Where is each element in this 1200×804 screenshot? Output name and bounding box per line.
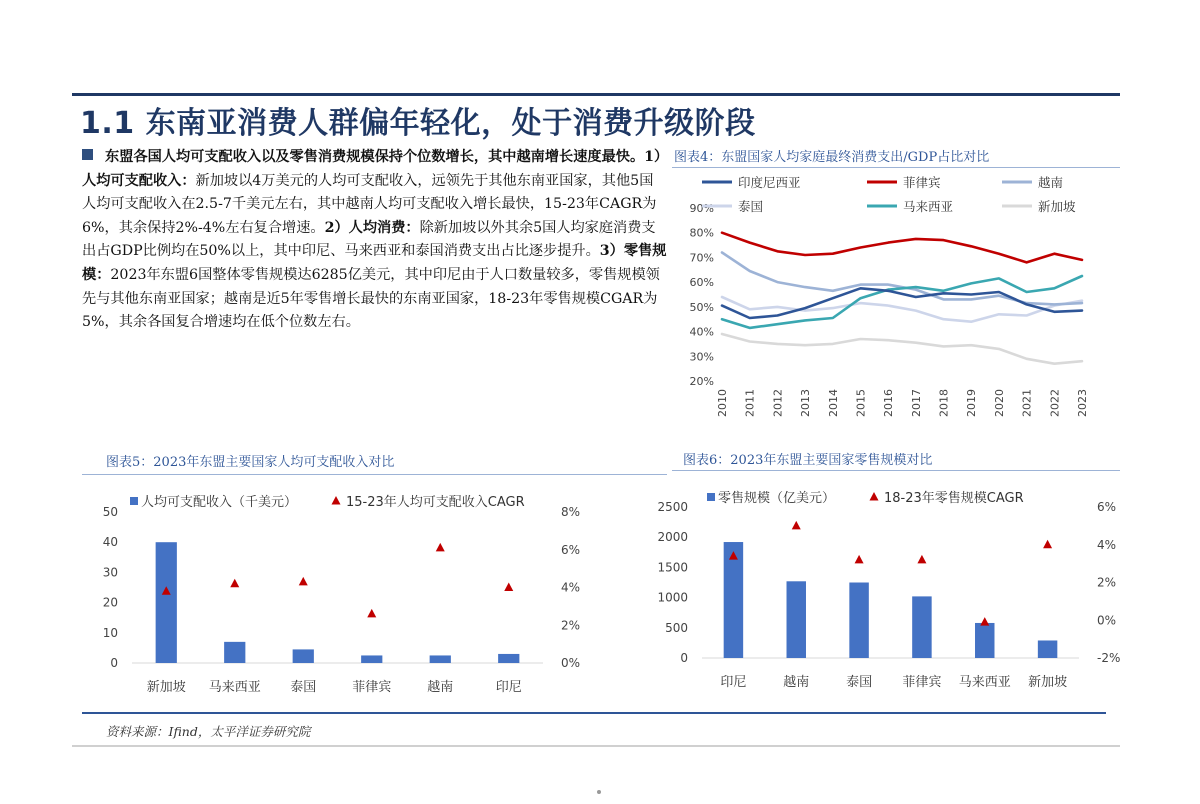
chart5-y-tick-label: 50 (102, 505, 118, 519)
chart5-cagr-marker (299, 577, 308, 586)
chart6-cagr-marker (855, 555, 864, 564)
chart5-y2-tick-label: 2% (561, 618, 581, 633)
chart4-x-tick-label: 2017 (909, 389, 923, 417)
chart4-legend-label: 新加坡 (1038, 199, 1076, 214)
chart4-x-tick-label: 2013 (799, 389, 813, 417)
chart5-y-tick-label: 0 (110, 656, 118, 670)
chart5-y2-tick-label: 8% (561, 505, 581, 519)
chart5-bar (224, 642, 245, 663)
summary-heading-consumption: 2）人均消费： (324, 219, 420, 236)
chart6-x-category-label: 印尼 (720, 675, 747, 690)
chart5-x-category-label: 泰国 (290, 680, 317, 695)
chart4-y-tick-label: 50% (689, 300, 714, 314)
chart5-cagr-marker (230, 579, 239, 588)
chart6-bar (975, 623, 994, 658)
chart6-bar (912, 596, 931, 658)
chart6-y2-tick-label: 6% (1097, 500, 1117, 514)
chart6-x-category-label: 马来西亚 (958, 675, 1011, 690)
summary-heading-retail: 3）零售规模： (82, 243, 667, 283)
chart6-y-tick-label: 2000 (657, 530, 688, 545)
chart4-y-tick-label: 20% (689, 375, 714, 388)
chart6-caption-rule (672, 470, 1120, 471)
chart4-y-tick-label: 90% (689, 202, 714, 215)
chart5-bar (293, 649, 314, 663)
chart6-legend-bar-label: 零售规模（亿美元） (718, 491, 836, 506)
summary-text (82, 146, 667, 446)
chart5-x-category-label: 新加坡 (146, 680, 186, 695)
chart4-x-tick-label: 2022 (1048, 389, 1062, 417)
chart4-legend-label: 泰国 (738, 199, 764, 214)
chart6-y2-tick-label: 4% (1097, 537, 1117, 552)
chart5-cagr-marker (367, 609, 376, 618)
chart6-legend-bar-swatch (707, 493, 715, 501)
chart6-y-tick-label: 500 (665, 620, 688, 635)
chart6-cagr-marker (1043, 540, 1052, 549)
chart4-legend-label: 马来西亚 (903, 199, 954, 214)
chart5-x-category-label: 菲律宾 (352, 680, 392, 695)
chart6-y-tick-label: 2500 (657, 500, 688, 514)
summary-income-text: 新加坡以4万美元的人均可支配收入，远领先于其他东南亚国家，其他5国人均可支配收入在2.5-7千美元左右，其中越南人均可支配收入增长最快，15-23年CAGR为6%，其余保持2%-4%左右复合增速。 (82, 172, 657, 236)
chart4-x-tick-label: 2020 (992, 389, 1006, 417)
chart6-y-tick-label: 1000 (657, 590, 688, 605)
chart4-series-line (722, 297, 1082, 322)
chart4-legend-label: 越南 (1038, 175, 1064, 190)
chart6-cagr-marker (792, 521, 801, 530)
chart5-y2-tick-label: 0% (561, 656, 581, 670)
chart4-y-tick-label: 30% (689, 350, 714, 364)
summary-lead: 东盟各国人均可支配收入以及零售消费规模保持个位数增长，其中越南增长速度最快。 (105, 149, 645, 165)
chart4-x-tick-label: 2015 (854, 389, 868, 417)
chart5-y-tick-label: 20 (102, 595, 118, 610)
chart4-series-line (722, 233, 1082, 263)
chart5-x-category-label: 马来西亚 (208, 680, 261, 695)
chart6-bar (849, 583, 868, 659)
chart5-caption: 图表5：2023年东盟主要国家人均可支配收入对比 (106, 455, 395, 470)
chart4-x-tick-label: 2021 (1020, 389, 1034, 417)
chart5-legend-bar-label: 人均可支配收入（千美元） (141, 495, 298, 510)
chart5-y-tick-label: 30 (102, 565, 118, 580)
chart4-y-tick-label: 60% (689, 276, 714, 290)
chart6-x-category-label: 新加坡 (1028, 675, 1068, 690)
chart5-y-tick-label: 40 (102, 535, 118, 550)
chart5-cagr-marker (504, 583, 513, 592)
chart6-cagr-marker (917, 555, 926, 564)
chart4-legend-label: 印度尼西亚 (738, 175, 801, 190)
chart5-y2-tick-label: 6% (561, 542, 581, 557)
chart4-x-tick-label: 2011 (743, 389, 757, 417)
chart5-x-category-label: 印尼 (495, 680, 522, 695)
chart5-bar (361, 655, 382, 663)
chart6-bar (1038, 640, 1057, 658)
chart4-x-tick-label: 2010 (716, 389, 729, 417)
chart4-line-chart (672, 168, 1120, 430)
bottom-rule (72, 745, 1120, 747)
chart4-x-tick-label: 2014 (826, 389, 840, 417)
chart4-x-tick-label: 2018 (937, 389, 951, 417)
chart6-y-tick-label: 0 (680, 651, 688, 665)
chart4-series-line (722, 334, 1082, 364)
chart6-bar (787, 581, 806, 658)
page-title: 1.1 东南亚消费人群偏年轻化，处于消费升级阶段 (80, 106, 756, 141)
chart4-x-tick-label: 2019 (965, 389, 979, 417)
bullet-square-icon (82, 149, 93, 160)
chart4-y-tick-label: 40% (689, 325, 714, 339)
chart6-y-tick-label: 1500 (657, 560, 688, 575)
chart6-cagr-marker (980, 617, 989, 626)
chart5-y-tick-label: 10 (102, 625, 118, 640)
chart6-bar-chart (657, 472, 1121, 702)
chart4-x-tick-label: 2016 (882, 389, 896, 417)
chart4-legend-label: 菲律宾 (903, 175, 941, 190)
chart6-x-category-label: 菲律宾 (902, 675, 942, 690)
chart5-bar-chart (82, 476, 667, 702)
title-underline (72, 93, 1120, 96)
chart5-legend-marker-label: 15-23年人均可支配收入CAGR (346, 495, 525, 510)
chart5-bar (156, 542, 177, 663)
chart4-x-tick-label: 2023 (1076, 389, 1089, 417)
chart5-cagr-marker (436, 543, 445, 552)
chart6-legend-marker-label: 18-23年零售规模CAGR (884, 491, 1024, 506)
chart6-y2-tick-label: 2% (1097, 575, 1117, 590)
chart5-legend-bar-swatch (130, 497, 138, 505)
chart6-y2-tick-label: 0% (1097, 613, 1117, 628)
source-note: 资料来源：Ifind，太平洋证券研究院 (106, 724, 311, 739)
summary-consumption-text: 除新加坡以外其余5国人均家庭消费支出占GDP比例均在50%以上，其中印尼、马来西亚和泰国消费支出占比逐步提升。 (82, 219, 656, 260)
chart6-legend-marker-swatch (870, 492, 879, 501)
summary-retail-text: 2023年东盟6国整体零售规模达6285亿美元，其中印尼由于人口数量较多，零售规模领先与其他东南亚国家；越南是近5年零售增长最快的东南亚国家，18-23年零售规模CGAR为5%，其余各国复合增速均在低个位数左右。 (82, 266, 660, 331)
chart5-bar (430, 655, 451, 663)
summary-heading-income: 1）人均可支配收入： (82, 149, 662, 189)
page-dot (597, 790, 601, 794)
chart6-caption: 图表6：2023年东盟主要国家零售规模对比 (683, 453, 933, 468)
chart6-y2-tick-label: -2% (1097, 651, 1121, 665)
chart4-caption: 图表4：东盟国家人均家庭最终消费支出/GDP占比对比 (674, 150, 990, 165)
chart4-series-line (722, 253, 1082, 305)
chart5-legend-marker-swatch (332, 496, 341, 505)
chart5-bar (498, 654, 519, 663)
chart6-x-category-label: 泰国 (846, 675, 873, 690)
chart4-y-tick-label: 80% (689, 226, 714, 240)
chart5-y2-tick-label: 4% (561, 580, 581, 595)
chart5-caption-rule (82, 474, 667, 475)
chart5-x-category-label: 越南 (427, 680, 454, 695)
chart6-x-category-label: 越南 (783, 675, 810, 690)
chart4-y-tick-label: 70% (689, 251, 714, 265)
source-rule (82, 712, 1106, 714)
chart4-x-tick-label: 2012 (771, 389, 785, 417)
